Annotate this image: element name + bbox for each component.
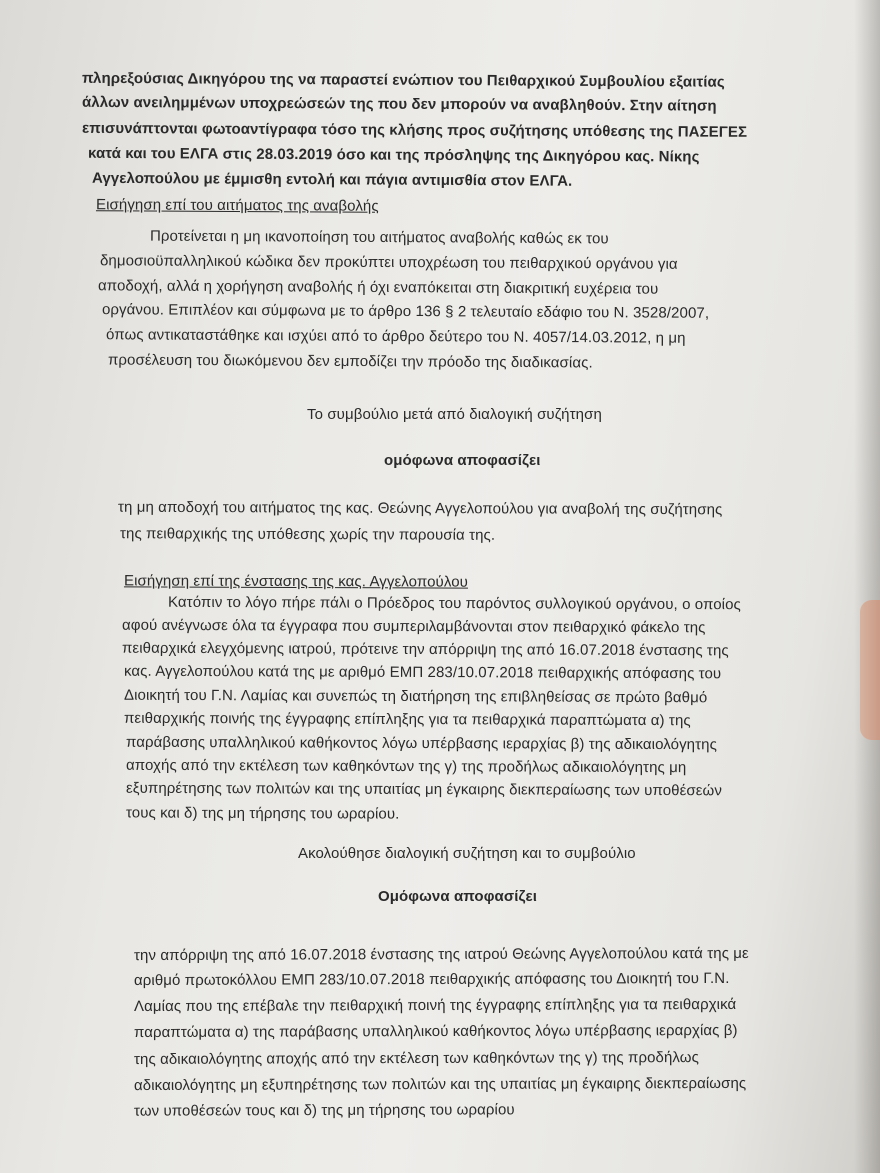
text-line: πληρεξούσιας Δικηγόρου της να παραστεί ενώπιον του Πειθαρχικού Συμβουλίου εξαιτίας	[81, 69, 725, 91]
text-line: Αγγελοπούλου με έμμισθη εντολή και πάγια αντιμισθία στον ΕΛΓΑ.	[91, 169, 573, 190]
text-line: εξυπηρέτησης των πολιτών και της υπαιτίας μη έγκαιρης διεκπεραίωσης των υποθέσεών	[125, 779, 723, 800]
text-line: πειθαρχικής ποινής της έγγραφης επίπληξης για τα πειθαρχικά παραπτώματα α) της	[123, 709, 691, 730]
text-line: αφού ανέγνωσε όλα τα έγγραφα που συμπεριλαμβάνονται στον πειθαρχικό φάκελο της	[121, 616, 706, 637]
text-line: αριθμό πρωτοκόλλου ΕΜΠ 283/10.07.2018 πειθαρχικής απόφασης του Διοικητή του Γ.Ν.	[133, 969, 730, 990]
text-line: Προτείνεται η μη ικανοποίηση του αιτήματος αναβολής καθώς εκ του	[149, 227, 609, 248]
text-line: κας. Αγγελοπούλου κατά της με αριθμό ΕΜΠ 283/10.07.2018 πειθαρχικής απόφασης του	[123, 662, 722, 683]
text-line: της αδικαιολόγητης αποχής από την εκτέλεση των καθηκόντων της γ) της προδήλως	[133, 1049, 699, 1068]
text-line: Λαμίας που της επέβαλε την πειθαρχική ποινή της έγγραφης επίπληξης για τα πειθαρχικά	[133, 995, 737, 1016]
text-line: όπως αντικαταστάθηκε και ισχύει από το άρθρο δεύτερο του Ν. 4057/14.03.2012, η μη	[105, 326, 686, 347]
decision-heading: Ομόφωνα αποφασίζει	[378, 888, 537, 905]
decision-heading: ομόφωνα αποφασίζει	[384, 452, 541, 469]
text-line: τους και δ) της μη τήρησης του ωραρίου.	[125, 804, 400, 823]
text-line: παραπτώματα α) της παράβασης υπαλληλικού καθήκοντος λόγω υπέρβασης ιεραρχίας β)	[133, 1021, 738, 1042]
text-line: δημοσιοϋπαλληλικού κώδικα δεν προκύπτει υποχρέωση του πειθαρχικού οργάνου για	[99, 252, 678, 273]
text-line: προσέλευση του διωκόμενου δεν εμποδίζει την πρόοδο της διαδικασίας.	[107, 351, 593, 372]
text-line: την απόρριψη της από 16.07.2018 ένστασης της ιατρού Θεώνης Αγγελοπούλου κατά της με	[133, 944, 749, 965]
text-line: παράβασης υπαλληλικού καθήκοντος λόγω υπέρβασης ιεραρχίας β) της αδικαιολόγητης	[125, 733, 717, 754]
text-line: Διοικητή του Γ.Ν. Λαμίας και συνεπώς τη διατήρηση της επιβληθείσας σε πρώτο βαθμό	[123, 686, 708, 707]
section-heading: Εισήγηση επί της ένστασης της κας. Αγγελοπούλου	[123, 572, 469, 591]
text-line: πειθαρχικά ελεγχόμενης ιατρού, πρότεινε την απόρριψη της από 16.07.2018 ένστασης της	[121, 639, 729, 660]
council-statement: Ακολούθησε διαλογική συζήτηση και το συμβούλιο	[298, 845, 636, 862]
text-line: επισυνάπτονται φωτοαντίγραφα τόσο της κλήσης προς συζήτησης υπόθεσης της ΠΑΣΕΓΕΣ	[81, 119, 748, 141]
text-line: οργάνου. Επιπλέον και σύμφωνα με το άρθρο 136 § 2 τελευταίο εδάφιο του Ν. 3528/2007,	[101, 301, 710, 322]
holding-finger	[860, 600, 880, 740]
page-shadow	[854, 0, 880, 1173]
council-statement: Το συμβούλιο μετά από διαλογική συζήτηση	[307, 406, 602, 423]
text-line: κατά και του ΕΛΓΑ στις 28.03.2019 όσο και της πρόσληψης της Δικηγόρου κας. Νίκης	[87, 144, 700, 166]
text-line: τη μη αποδοχή του αιτήματος της κας. Θεώνης Αγγελοπούλου για αναβολή της συζήτησης	[117, 498, 723, 519]
text-line: αποδοχή, αλλά η χορήγηση αναβολής ή όχι εναπόκειται στη διακριτική ευχέρεια του	[97, 277, 659, 298]
text-line: των υποθέσεών τους και δ) της μη τήρησης του ωραρίου	[133, 1101, 515, 1120]
text-line: αδικαιολόγητης μη εξυπηρέτησης των πολιτών και της υπαιτίας μη έγκαιρης διεκπεραίωσης	[133, 1074, 747, 1095]
text-line: της πειθαρχικής της υπόθεσης χωρίς την παρουσία της.	[119, 525, 496, 544]
section-heading: Εισήγηση επί του αιτήματος της αναβολής	[95, 196, 379, 215]
text-line: αποχής από την εκτέλεση των καθηκόντων της γ) της προδήλως αδικαιολόγητης μη	[125, 756, 687, 777]
text-line: άλλων ανειλημμένων υποχρεώσεών της που δεν μπορούν να αναβληθούν. Στην αίτηση	[81, 93, 717, 115]
text-line: Κατόπιν το λόγο πήρε πάλι ο Πρόεδρος του παρόντος συλλογικού οργάνου, ο οποίος	[167, 593, 741, 614]
